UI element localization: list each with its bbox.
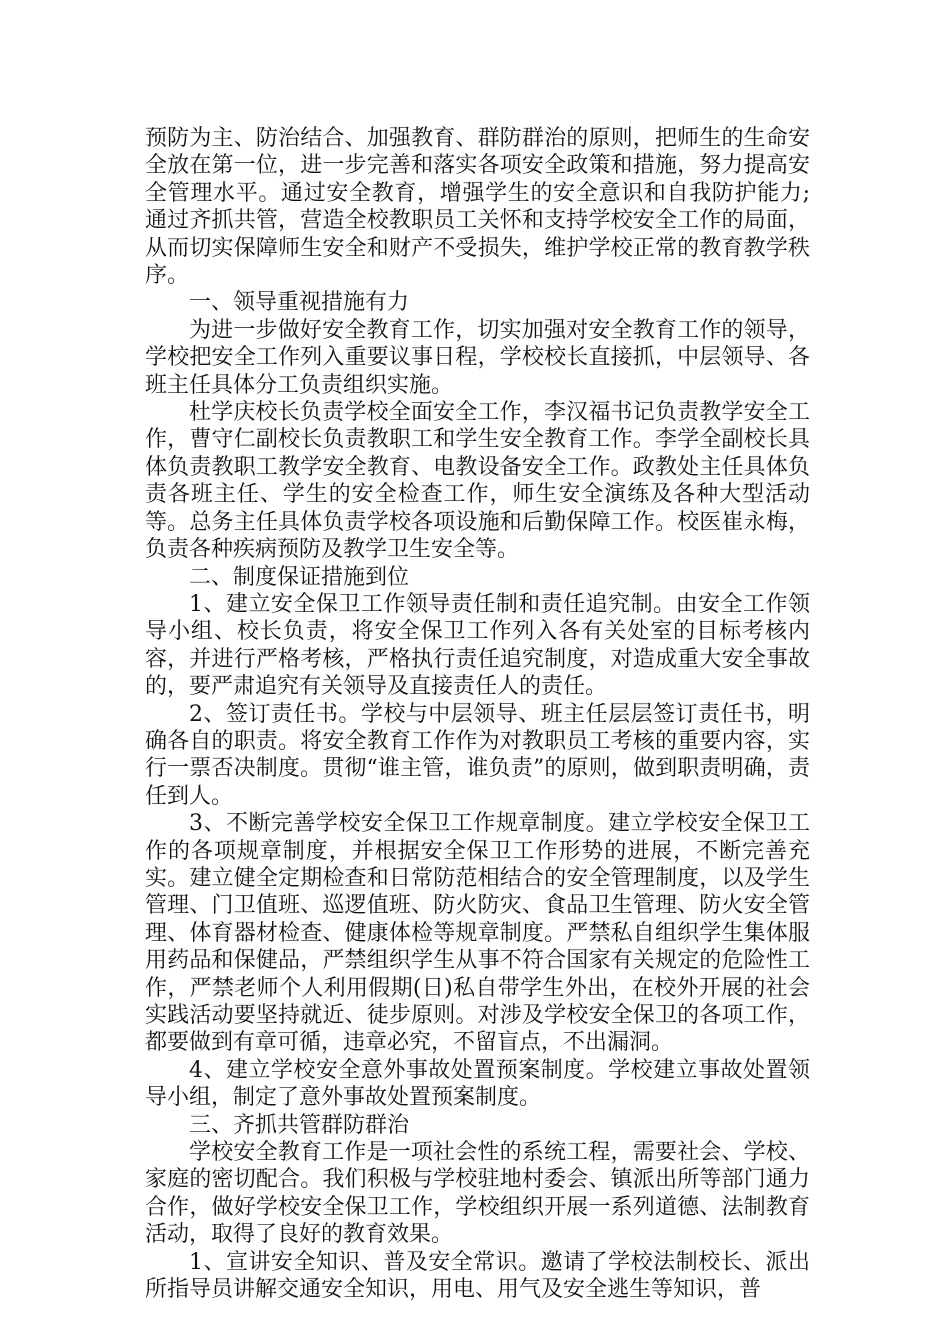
body-paragraph: 4、建立学校安全意外事故处置预案制度。学校建立事故处置领导小组，制定了意外事故处置预案制度。 bbox=[145, 1057, 810, 1111]
body-paragraph: 学校安全教育工作是一项社会性的系统工程，需要社会、学校、家庭的密切配合。我们积极与学校驻地村委会、镇派出所等部门通力合作，做好学校安全保卫工作，学校组织开展一系列道德、法制教育活动，取得了良好的教育效果。 bbox=[145, 1140, 810, 1248]
body-paragraph: 1、建立安全保卫工作领导责任制和责任追究制。由安全工作领导小组、校长负责，将安全保卫工作列入各有关处室的目标考核内容，并进行严格考核，严格执行责任追究制度，对造成重大安全事故的，要严肃追究有关领导及直接责任人的责任。 bbox=[145, 591, 810, 700]
body-paragraph: 1、宣讲安全知识、普及安全常识。邀请了学校法制校长、派出所指导员讲解交通安全知识，用电、用气及安全逃生等知识，普 bbox=[145, 1249, 810, 1303]
body-paragraph: 3、不断完善学校安全保卫工作规章制度。建立学校安全保卫工作的各项规章制度，并根据安全保卫工作形势的进展，不断完善充实。建立健全定期检查和日常防范相结合的安全管理制度，以及学生管理、门卫值班、巡逻值班、防火防灾、食品卫生管理、防火安全管理、体育器材检查、健康体检等规章制度。严禁私自组织学生集体服用药品和保健品，严禁组织学生从事不符合国家有关规定的危险性工作，严禁老师个人利用假期(日)私自带学生外出，在校外开展的社会实践活动要坚持就近、徒步原则。对涉及学校安全保卫的各项工作，都要做到有章可循，违章必究，不留盲点，不出漏洞。 bbox=[145, 811, 810, 1056]
section-heading: 二、制度保证措施到位 bbox=[189, 564, 410, 590]
body-paragraph: 为进一步做好安全教育工作，切实加强对安全教育工作的领导，学校把安全工作列入重要议事日程，学校校长直接抓，中层领导、各班主任具体分工负责组织实施。 bbox=[145, 317, 810, 398]
section-heading: 一、领导重视措施有力 bbox=[189, 290, 410, 316]
body-paragraph: 预防为主、防治结合、加强教育、群防群治的原则，把师生的生命安全放在第一位，进一步完善和落实各项安全政策和措施，努力提高安全管理水平。通过安全教育，增强学生的安全意识和自我防护能力;通过齐抓共管，营造全校教职员工关怀和支持学校安全工作的局面，从而切实保障师生安全和财产不受损失，维护学校正常的教育教学秩序。 bbox=[145, 126, 810, 289]
body-paragraph: 杜学庆校长负责学校全面安全工作，李汉福书记负责教学安全工作，曹守仁副校长负责教职工和学生安全教育工作。李学全副校长具体负责教职工教学安全教育、电教设备安全工作。政教处主任具体负责各班主任、学生的安全检查工作，师生安全演练及各种大型活动等。总务主任具体负责学校各项设施和后勤保障工作。校医崔永梅，负责各种疾病预防及教学卫生安全等。 bbox=[145, 400, 810, 563]
section-heading: 三、齐抓共管群防群治 bbox=[189, 1112, 410, 1138]
document-page bbox=[145, 125, 810, 1303]
body-paragraph: 2、签订责任书。学校与中层领导、班主任层层签订责任书，明确各自的职责。将安全教育工作作为对教职员工考核的重要内容，实行一票否决制度。贯彻“谁主管，谁负责”的原则，做到职责明确，责任到人。 bbox=[145, 701, 810, 809]
